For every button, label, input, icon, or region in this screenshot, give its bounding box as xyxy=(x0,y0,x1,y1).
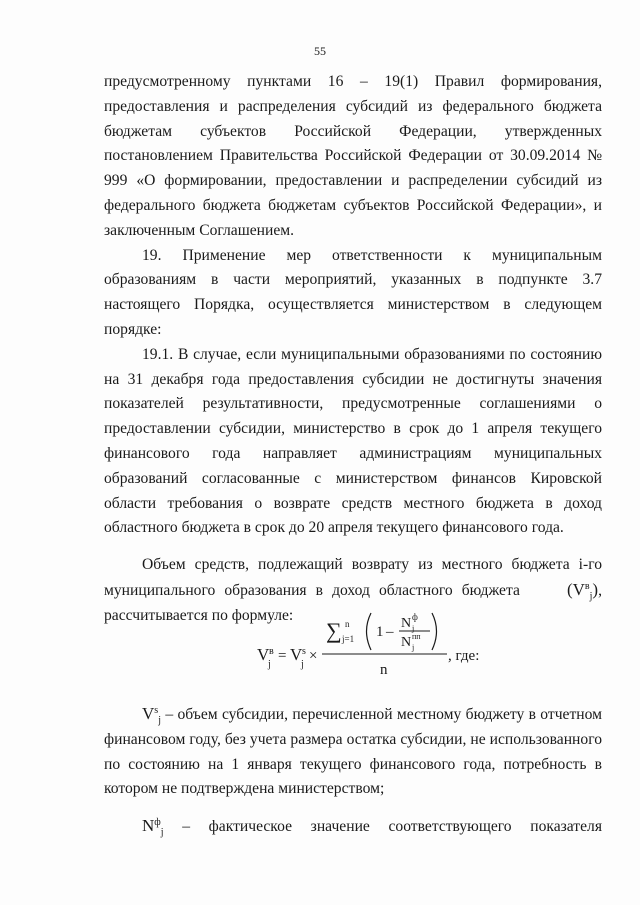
formula-lhs-sup: в xyxy=(269,646,274,657)
formula-eq: = xyxy=(278,648,287,664)
paragraph-continuation: предусмотренному пунктами 16 – 19(1) Правил формирования, предоставления и распределения субсидий из федерального бюджета бюджетам субъектов Российской Федерации, утвержденных постановлением Правительства Российской Федерации от 30.09.2014 № 999 «О формировании, предоставлении и распределении субсидий из федерального бюджета бюджетам субъектов Российской Федерации», и заключенным Соглашением. xyxy=(104,73,602,239)
formula-paren-left xyxy=(367,613,372,650)
formula-one: 1 xyxy=(376,624,384,640)
formula-sum-upper: n xyxy=(345,619,350,629)
volume-tail: рассчитывается по формуле: xyxy=(104,606,294,624)
formula-times: × xyxy=(309,648,318,664)
formula-den-var: N xyxy=(401,635,412,650)
formula-rhs-var: V xyxy=(290,645,303,664)
formula-denominator: n xyxy=(380,662,388,678)
formula xyxy=(0,608,640,688)
formula-den-sub: j xyxy=(412,643,415,652)
page-number: 55 xyxy=(314,44,326,58)
formula-sum: ∑ xyxy=(326,618,342,643)
paragraph-19: 19. Применение мер ответственности к муниципальным образованиям в части мероприятий, указанных в подпункте 3.7 настоящего Порядка, осуществляется министерством в следующем порядке: xyxy=(104,246,602,338)
definitions xyxy=(104,702,602,840)
volume-symbol: $(V^в_j)$ xyxy=(566,579,599,603)
formula-paren-right xyxy=(432,613,437,650)
paragraph-19-1: 19.1. В случае, если муниципальными образованиями по состоянию на 31 декабря года предоставления субсидии не достигнуты значения показателей результативности, предусмотренные соглашениями о предоставлении субсидии, министерство в срок до 1 апреля текущего финансового года направляет администрациям муниципальных образований согласованные с министерством финансов Кировской области требования о возврате средств местного бюджета в доход областного бюджета в срок до 20 апреля текущего финансового года. xyxy=(104,345,602,537)
formula-rhs-sub: j xyxy=(301,659,304,670)
formula-lhs-sub: j xyxy=(268,659,271,670)
formula-minus: – xyxy=(386,624,394,640)
body-text xyxy=(104,70,602,629)
definition-vs: $V^s_j$ – объем субсидии, перечисленной местному бюджету в отчетном финансовом году, без учета размера остатка субсидии, не использованного по состоянию на 1 января текущего финансового года, потребность в котором не подтверждена министерством; xyxy=(104,704,603,798)
formula-num-var: N xyxy=(401,616,412,631)
formula-rhs-sup: s xyxy=(302,646,306,657)
paragraph-volume: Объем средств, подлежащий возврату из местного бюджета i-го муниципального образования в доход областного бюджета $(V^в_j)$, рассчитывается по формуле: xyxy=(104,556,602,624)
volume-text: Объем средств, подлежащий возврату из местного бюджета i-го муниципального образования в доход областного бюджета xyxy=(104,556,602,599)
formula-num-sub: j xyxy=(412,624,415,633)
formula-trailer: , где: xyxy=(448,648,480,664)
definition-nf: $N^ф_j$ – фактическое значение соответствующего показателя xyxy=(142,816,602,839)
formula-lhs-var: V xyxy=(257,645,270,664)
formula-sum-lower: j=1 xyxy=(342,634,355,644)
formula-den-sup: пп xyxy=(412,632,421,641)
formula-num-sup: ф xyxy=(412,612,418,622)
